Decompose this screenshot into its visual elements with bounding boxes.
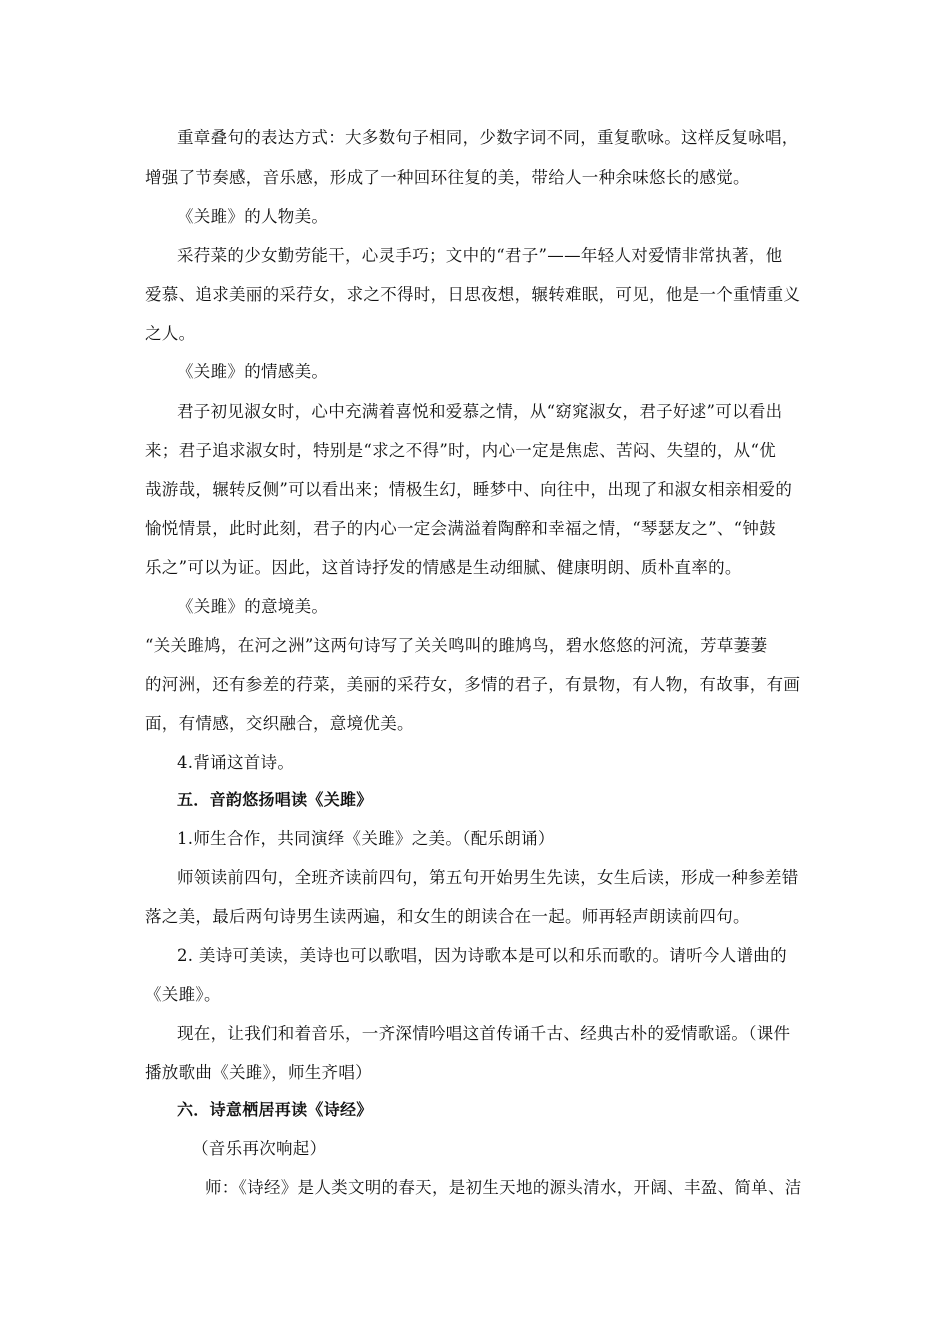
section-subtitle: 《关雎》的人物美。 xyxy=(177,207,329,226)
paragraph-line: 乐之”可以为证。因此，这首诗抒发的情感是生动细腻、健康明朗、质朴直率的。 xyxy=(145,558,742,577)
paragraph-line: “关关雎鸠，在河之洲”这两句诗写了关关鸣叫的雎鸠鸟，碧水悠悠的河流，芳草萋萋 xyxy=(145,636,768,655)
section-subtitle: 《关雎》的意境美。 xyxy=(177,597,329,616)
section-heading: 六．诗意栖居再读《诗经》 xyxy=(177,1100,373,1119)
paragraph-line: 增强了节奏感，音乐感，形成了一种回环往复的美，带给人一种余味悠长的感觉。 xyxy=(145,168,750,187)
paragraph-line: 愉悦情景，此时此刻，君子的内心一定会满溢着陶醉和幸福之情，“琴瑟友之”、“钟鼓 xyxy=(145,519,777,538)
paragraph-line: 爱慕、追求美丽的采荇女，求之不得时，日思夜想，辗转难眠，可见，他是一个重情重义 xyxy=(145,285,801,304)
list-item: 4.背诵这首诗。 xyxy=(177,753,295,772)
paragraph-line: 《关雎》。 xyxy=(145,985,221,1004)
list-item: 2. 美诗可美读，美诗也可以歌唱，因为诗歌本是可以和乐而歌的。请听今人谱曲的 xyxy=(177,946,787,965)
paragraph-line: 面，有情感，交织融合，意境优美。 xyxy=(145,714,414,733)
paragraph-line: 落之美，最后两句诗男生读两遍，和女生的朗读合在一起。师再轻声朗读前四句。 xyxy=(145,907,750,926)
paragraph-line: 君子初见淑女时，心中充满着喜悦和爱慕之情，从“窈窕淑女，君子好逑”可以看出 xyxy=(177,402,783,421)
paragraph-line: 来；君子追求淑女时，特别是“求之不得”时，内心一定是焦虑、苦闷、失望的，从“优 xyxy=(145,441,777,460)
section-heading: 五．音韵悠扬唱读《关雎》 xyxy=(177,790,373,809)
paragraph-line: 播放歌曲《关雎》，师生齐唱） xyxy=(145,1063,372,1082)
paragraph-line: 师领读前四句，全班齐读前四句，第五句开始男生先读，女生后读，形成一种参差错 xyxy=(177,868,799,887)
paragraph-line: 之人。 xyxy=(145,324,196,343)
stage-direction: （音乐再次响起） xyxy=(192,1139,327,1158)
paragraph-line: 哉游哉，辗转反侧”可以看出来；情极生幻，睡梦中、向往中，出现了和淑女相亲相爱的 xyxy=(145,480,793,499)
paragraph-line: 采荇菜的少女勤劳能干，心灵手巧；文中的“君子”——年轻人对爱情非常执著，他 xyxy=(177,246,783,265)
list-item: 1.师生合作，共同演绎《关雎》之美。（配乐朗诵） xyxy=(177,829,555,848)
paragraph-line: 师：《诗经》是人类文明的春天，是初生天地的源头清水，开阔、丰盈、简单、洁 xyxy=(205,1178,802,1197)
section-subtitle: 《关雎》的情感美。 xyxy=(177,362,329,381)
paragraph-line: 重章叠句的表达方式：大多数句子相同，少数字词不同，重复歌咏。这样反复咏唱， xyxy=(177,128,799,147)
paragraph-line: 现在，让我们和着音乐，一齐深情吟唱这首传诵千古、经典古朴的爱情歌谣。（课件 xyxy=(177,1024,791,1043)
paragraph-line: 的河洲，还有参差的荇菜，美丽的采荇女，多情的君子，有景物，有人物，有故事，有画 xyxy=(145,675,801,694)
